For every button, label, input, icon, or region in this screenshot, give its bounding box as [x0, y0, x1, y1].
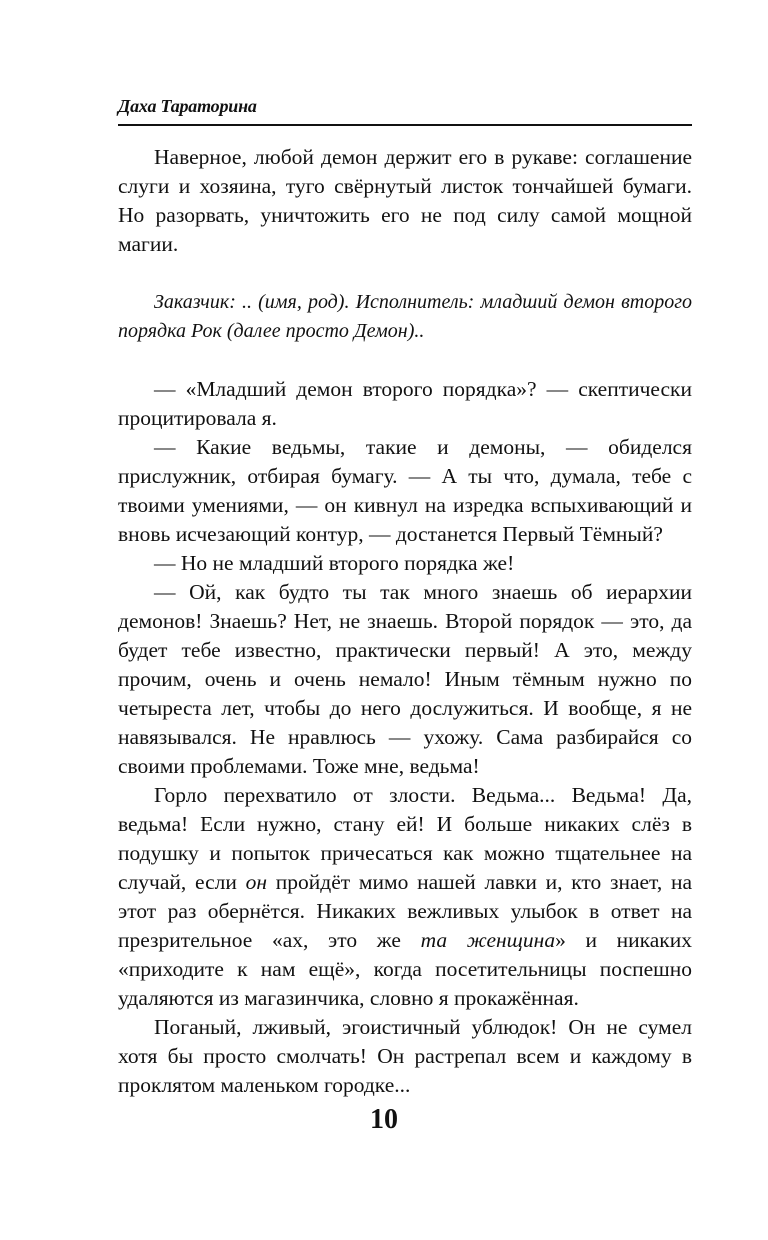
page-body [118, 143, 692, 1100]
emphasis: он [245, 870, 268, 894]
text-run: Горло перехватило от злости. Ведьма... Ведьма! Да, ведьма! Если нужно, стану ей! И больше никаких слёз в подушку и попыток причесаться как можно тщательнее на случай, если [118, 783, 692, 894]
header-author: Даха Тараторина [118, 96, 257, 116]
contract-quote: Заказчик: .. (имя, род). Исполнитель: младший демон второго порядка Рок (далее просто Демон).. [118, 291, 692, 342]
emphasis: та женщина [420, 928, 556, 952]
paragraph: Поганый, лживый, эгоистичный ублюдок! Он не сумел хотя бы просто смолчать! Он растрепал всем и каждому в проклятом маленьком городке... [118, 1015, 692, 1097]
paragraph: — Какие ведьмы, такие и демоны, — обиделся прислужник, отбирая бумагу. — А ты что, думала, тебе с твоими умениями, — он кивнул на изредка вспыхивающий и вновь исчезающий контур, — достанется Первый Тёмный? [118, 435, 692, 546]
page-number: 10 [370, 1104, 398, 1135]
paragraph: Наверное, любой демон держит его в рукаве: соглашение слуги и хозяина, туго свёрнутый листок тончайшей бумаги. Но разорвать, уничтожить его не под силу самой мощной магии. [118, 145, 692, 256]
running-header [118, 94, 692, 126]
text-run: пройдёт мимо нашей лавки и, кто знает, на этот раз обернётся. Никаких вежливых улыбок в ответ на презрительное «ах, это же [118, 870, 692, 952]
paragraph: — Но не младший второго порядка же! [154, 551, 515, 575]
paragraph: — «Младший демон второго порядка»? — скептически процитировала я. [118, 377, 692, 430]
paragraph [118, 781, 692, 1013]
paragraph: — Ой, как будто ты так много знаешь об иерархии демонов! Знаешь? Нет, не знаешь. Второй порядок — это, да будет тебе известно, практически первый! А это, между прочим, очень и очень немало! Иным тёмным нужно по четыреста лет, чтобы до него дослужиться. И вообще, я не навязывался. Не нравлюсь — ухожу. Сама разбирайся со своими проблемами. Тоже мне, ведьма! [118, 580, 692, 778]
text-run: » и никаких «приходите к нам ещё», когда посетительницы поспешно удаляются из магазинчика, словно я прокажённая. [118, 928, 693, 1010]
